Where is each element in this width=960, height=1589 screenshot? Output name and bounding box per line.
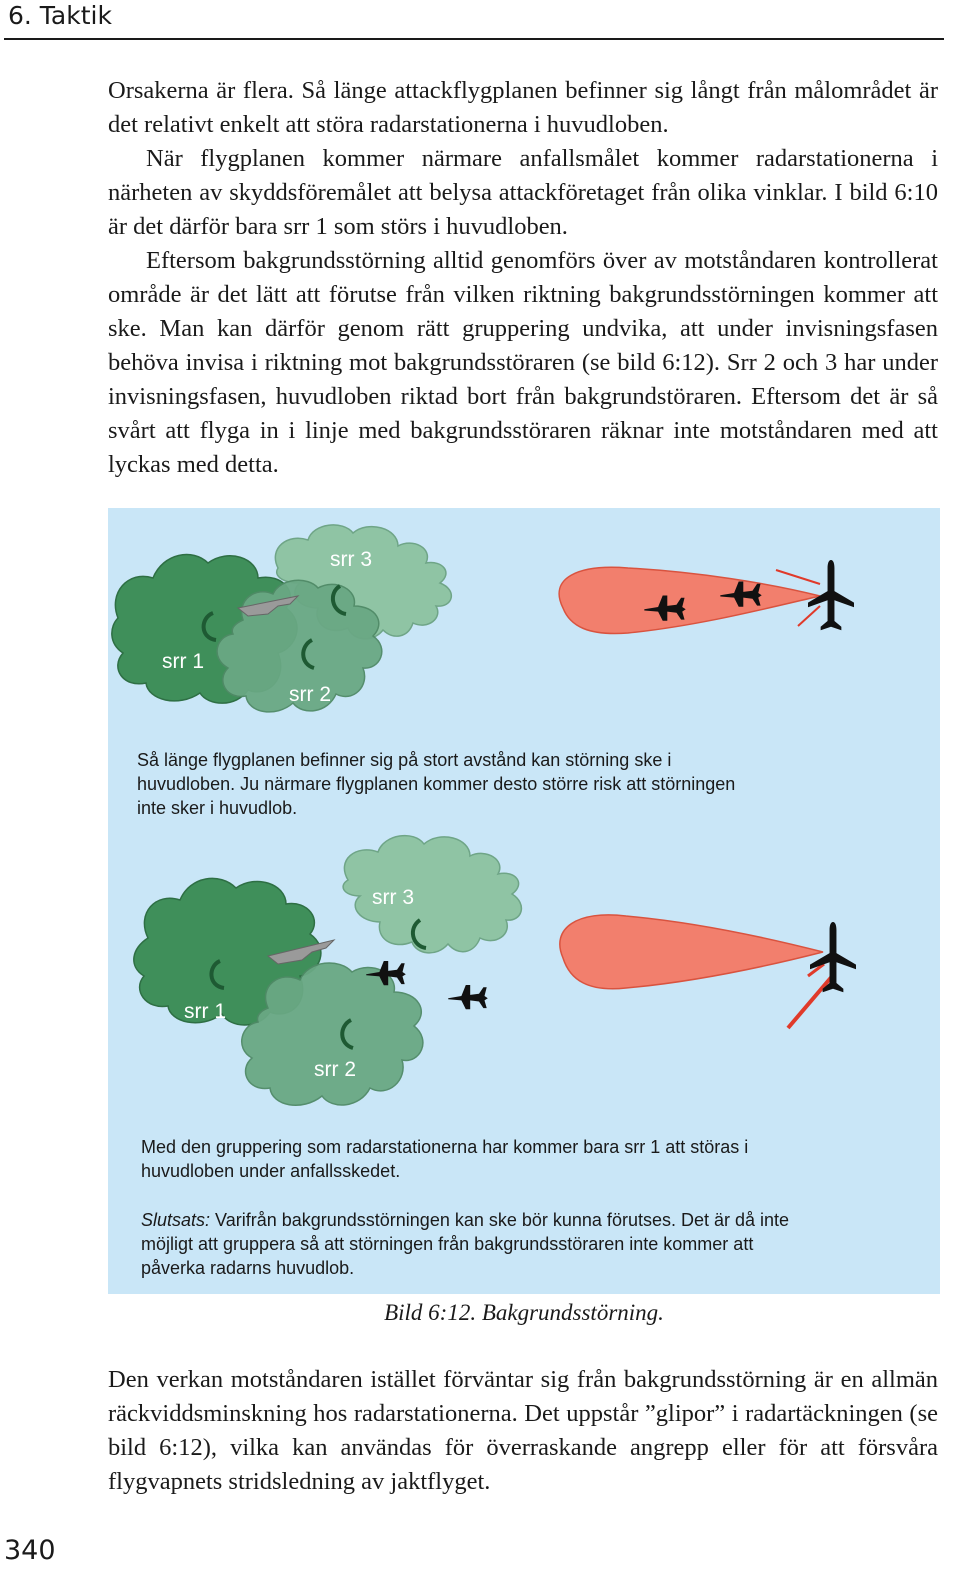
chapter-title: 6. Taktik <box>8 1 112 30</box>
conclusion-text: Varifrån bakgrundsstörningen kan ske bör kunna förutses. Det är då inte möjligt att gruppera så att störningen från bakgrundsstöraren inte kommer att påverka radarns huvudlob. <box>141 1210 790 1278</box>
paragraph: Eftersom bakgrundsstörning alltid genomförs över av motståndaren kontrollerat område är det lätt att förutse från vilken riktning bakgrundsstörningen kommer att ske. Man kan därför genom rätt gruppering undvika, att under invisningsfasen behöva invisa i riktning mot bakgrundsstöraren (se bild 6:12). Srr 2 och 3 har under invisningsfasen, huvudloben riktad bort från bakgrundstöraren. Eftersom det är så svårt att flyga in i linje med bakgrundsstöraren räknar inte motståndaren med att lyckas med detta. <box>108 247 938 478</box>
jam-line <box>798 606 820 626</box>
page-header <box>4 0 944 40</box>
paragraph: När flygplanen kommer närmare anfallsmålet kommer radarstationerna i närheten av skyddsföremålet att belysa attackföretaget från olika vinklar. I bild 6:10 är det därför bara srr 1 som störs i huvudloben. <box>108 145 938 240</box>
paragraph: Orsakerna är flera. Så länge attackflygplanen befinner sig långt från målområdet är det relativt enkelt att störa radarstationerna i huvudloben. <box>108 77 938 138</box>
body-text-bottom <box>108 1363 938 1499</box>
fighter-jet-icon <box>448 985 488 1009</box>
airliner-icon <box>810 922 856 992</box>
panel-2-caption: Med den gruppering som radarstationerna har kommer bara srr 1 att störas i huvudloben under anfallsskedet. <box>141 1137 749 1181</box>
page-number: 340 <box>4 1535 56 1566</box>
srr3-label: srr 3 <box>330 548 372 571</box>
srr2-label: srr 2 <box>289 683 331 706</box>
figure-title: Bild 6:12. Bakgrundsstörning. <box>384 1300 664 1325</box>
panel-1-caption: Så länge flygplanen befinner sig på stort avstånd kan störning ske i huvudloben. Ju närmare flygplanen kommer desto större risk att störningen inte sker i huvudlob. <box>137 750 736 818</box>
jam-line <box>788 974 834 1028</box>
conclusion-caption <box>141 1208 801 1280</box>
srr1-label: srr 1 <box>184 1000 226 1023</box>
srr3-coverage <box>343 836 521 953</box>
paragraph: Den verkan motståndaren istället förväntar sig från bakgrundsstörning är en allmän räckviddsminskning hos radarstationerna. Det uppstår ”glipor” i radartäckningen (se bild 6:12), vilka kan användas för överraskande angrepp eller för att försvåra flygvapnets stridsledning av jaktflyget. <box>108 1366 938 1495</box>
srr3-label: srr 3 <box>372 886 414 909</box>
body-text-top <box>108 74 938 482</box>
panel-1-scene <box>112 525 854 712</box>
conclusion-label: Slutsats: <box>141 1210 211 1230</box>
panel-2-scene <box>134 836 856 1106</box>
jamming-lobe <box>559 567 820 633</box>
jamming-lobe <box>560 915 823 989</box>
figure-background-jamming <box>108 508 940 1294</box>
srr2-label: srr 2 <box>314 1058 356 1081</box>
jam-line <box>776 570 820 584</box>
srr1-label: srr 1 <box>162 650 204 673</box>
